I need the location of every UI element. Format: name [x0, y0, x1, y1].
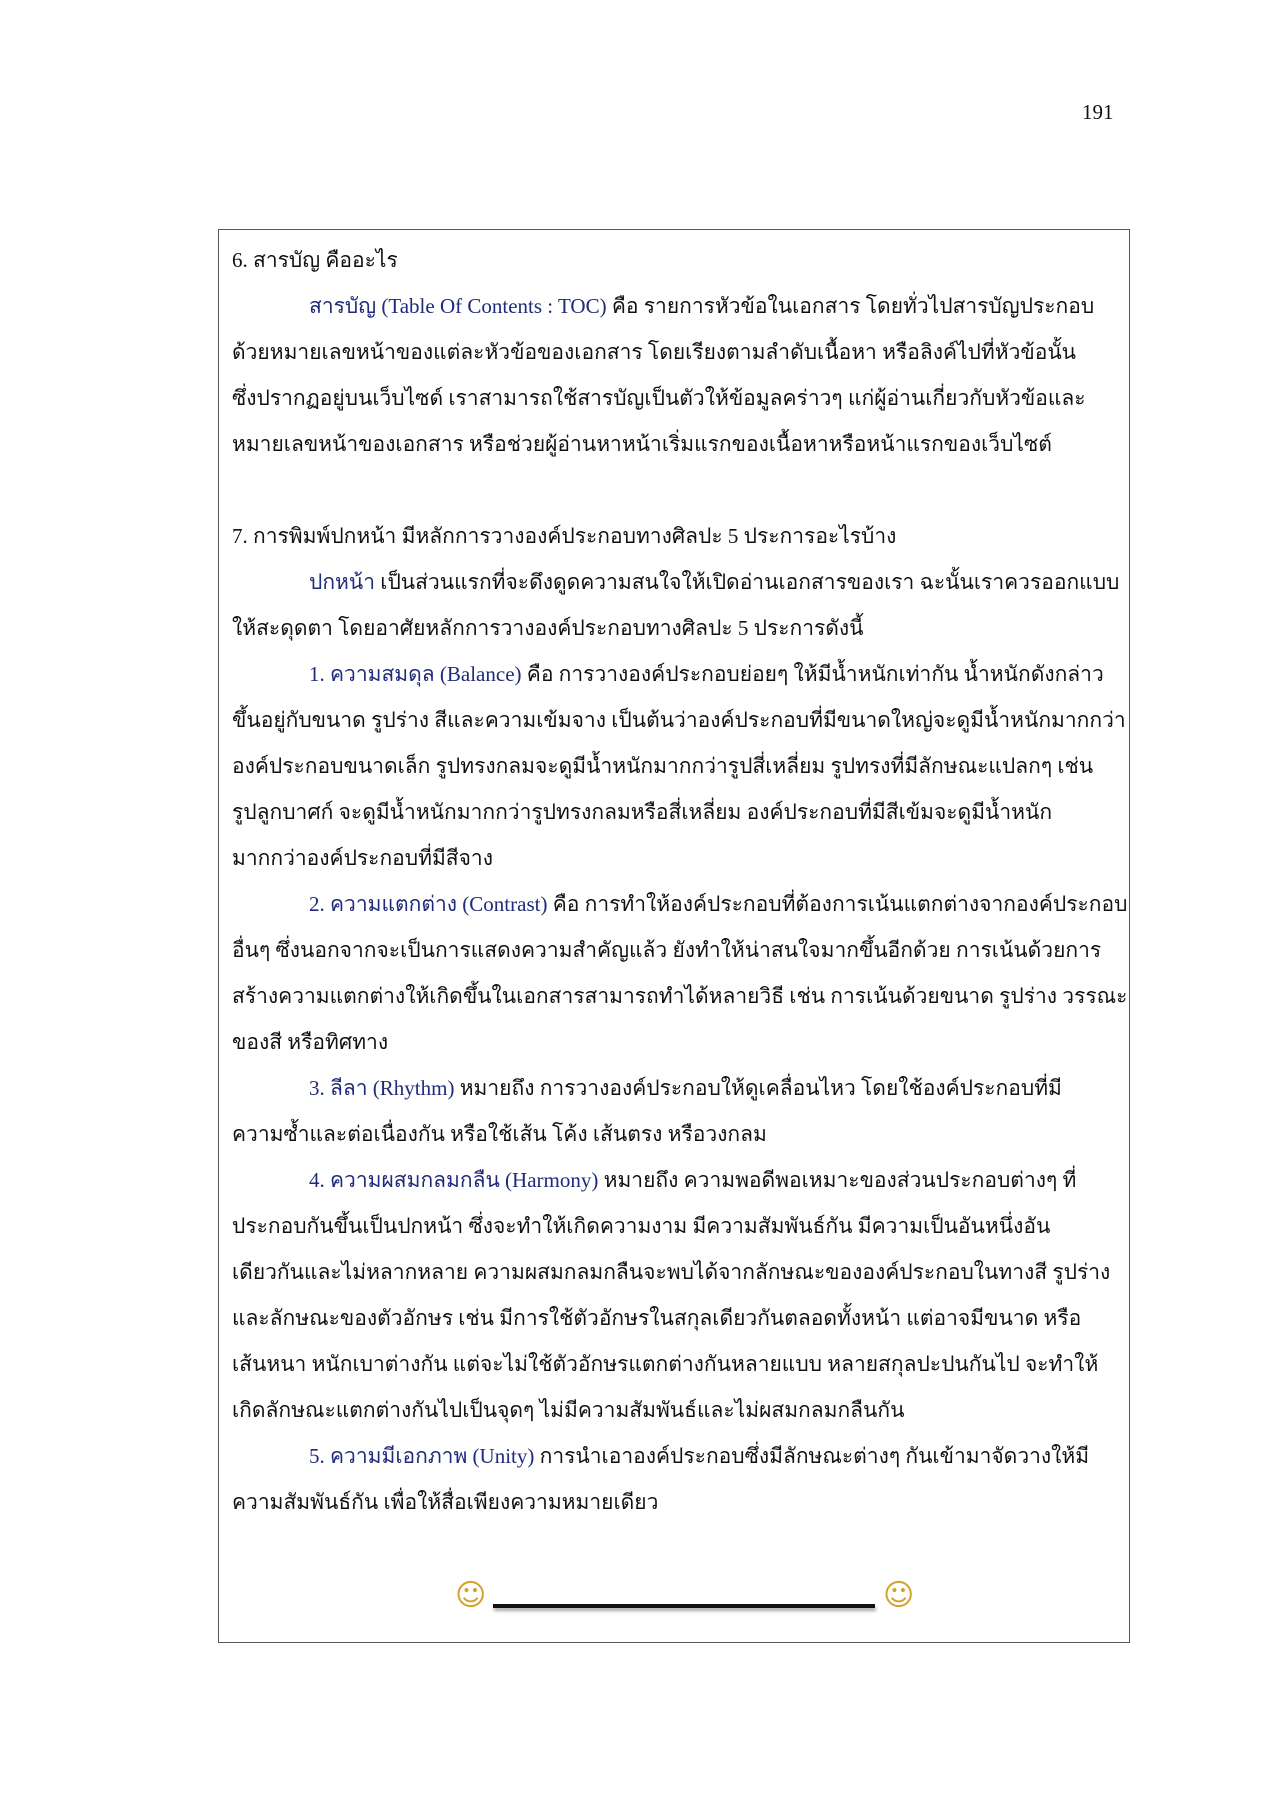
q6-heading: 6. สารบัญ คืออะไร — [232, 248, 398, 272]
q6-term: สารบัญ (Table Of Contents : TOC) — [309, 294, 607, 318]
item-1-line: องค์ประกอบขนาดเล็ก รูปทรงกลมจะดูมีน้ำหนักมากกว่ารูปสี่เหลี่ยม รูปทรงที่มีลักษณะแปลกๆ เช่น — [232, 754, 1094, 778]
item-1-line: 1. ความสมดุล (Balance) คือ การวางองค์ประกอบย่อยๆ ให้มีน้ำหนักเท่ากัน น้ำหนักดังกล่าว — [309, 662, 1104, 686]
item-1-line: มากกว่าองค์ประกอบที่มีสีจาง — [232, 846, 493, 870]
divider-rule — [493, 1604, 875, 1608]
q6-paragraph-line: หมายเลขหน้าของเอกสาร หรือช่วยผู้อ่านหาหน้าเริ่มแรกของเนื้อหาหรือหน้าแรกของเว็บไซต์ — [232, 432, 1052, 456]
item-3-line: ความซ้ำและต่อเนื่องกัน หรือใช้เส้น โค้ง เส้นตรง หรือวงกลม — [232, 1122, 767, 1146]
spacer — [232, 467, 1122, 513]
item-1-line: รูปลูกบาศก์ จะดูมีน้ำหนักมากกว่ารูปทรงกลมหรือสี่เหลี่ยม องค์ประกอบที่มีสีเข้มจะดูมีน้ำหนัก — [232, 800, 1053, 824]
item-3-line: 3. ลีลา (Rhythm) หมายถึง การวางองค์ประกอบให้ดูเคลื่อนไหว โดยใช้องค์ประกอบที่มี — [309, 1076, 1062, 1100]
item-1-line: ขึ้นอยู่กับขนาด รูปร่าง สีและความเข้มจาง เป็นต้นว่าองค์ประกอบที่มีขนาดใหญ่จะดูมีน้ำหนักมากกว่า — [232, 708, 1126, 732]
item-4-line: และลักษณะของตัวอักษร เช่น มีการใช้ตัวอักษรในสกุลเดียวกันตลอดทั้งหน้า แต่อาจมีขนาด หรือ — [232, 1306, 1082, 1330]
item-4-line: 4. ความผสมกลมกลืน (Harmony) หมายถึง ความพอดีพอเหมาะของส่วนประกอบต่างๆ ที่ — [309, 1168, 1077, 1192]
page-number: 191 — [1082, 100, 1114, 124]
item-4-term: 4. ความผสมกลมกลืน (Harmony) — [309, 1168, 599, 1192]
q6-paragraph-line: ด้วยหมายเลขหน้าของแต่ละหัวข้อของเอกสาร โดยเรียงตามลำดับเนื้อหา หรือลิงค์ไปที่หัวข้อนั้น — [232, 340, 1077, 364]
q7-heading: 7. การพิมพ์ปกหน้า มีหลักการวางองค์ประกอบทางศิลปะ 5 ประการอะไรบ้าง — [232, 524, 897, 548]
decorative-divider — [455, 1578, 915, 1622]
item-2-term: 2. ความแตกต่าง (Contrast) — [309, 892, 548, 916]
item-2-line: สร้างความแตกต่างให้เกิดขึ้นในเอกสารสามารถทำได้หลายวิธี เช่น การเน้นด้วยขนาด รูปร่าง วรรณะ — [232, 984, 1128, 1008]
q7-intro-term: ปกหน้า — [309, 570, 376, 594]
item-1-term: 1. ความสมดุล (Balance) — [309, 662, 522, 686]
q7-intro-line: ปกหน้า เป็นส่วนแรกที่จะดึงดูดความสนใจให้เปิดอ่านเอกสารของเรา ฉะนั้นเราควรออกแบบ — [309, 570, 1120, 594]
item-4-line: เส้นหนา หนักเบาต่างกัน แต่จะไม่ใช้ตัวอักษรแตกต่างกันหลายแบบ หลายสกุลปะปนกันไป จะทำให้ — [232, 1352, 1099, 1376]
item-4-line: ประกอบกันขึ้นเป็นปกหน้า ซึ่งจะทำให้เกิดความงาม มีความสัมพันธ์กัน มีความเป็นอันหนึ่งอัน — [232, 1214, 1051, 1238]
item-2-line: ของสี หรือทิศทาง — [232, 1030, 389, 1054]
item-3-term: 3. ลีลา (Rhythm) — [309, 1076, 455, 1100]
item-4-line: เดียวกันและไม่หลากหลาย ความผสมกลมกลืนจะพบได้จากลักษณะขององค์ประกอบในทางสี รูปร่าง — [232, 1260, 1111, 1284]
item-5-term: 5. ความมีเอกภาพ (Unity) — [309, 1444, 535, 1468]
item-5-line: 5. ความมีเอกภาพ (Unity) การนำเอาองค์ประกอบซึ่งมีลักษณะต่างๆ กันเข้ามาจัดวางให้มี — [309, 1444, 1090, 1468]
smiley-icon: ☺ — [455, 1578, 487, 1613]
document-body — [232, 237, 1128, 1525]
item-4-line: เกิดลักษณะแตกต่างกันไปเป็นจุดๆ ไม่มีความสัมพันธ์และไม่ผสมกลมกลืนกัน — [232, 1398, 905, 1422]
smiley-icon: ☺ — [883, 1578, 915, 1613]
item-2-line: อื่นๆ ซึ่งนอกจากจะเป็นการแสดงความสำคัญแล้ว ยังทำให้น่าสนใจมากขึ้นอีกด้วย การเน้นด้วยการ — [232, 938, 1102, 962]
item-2-line: 2. ความแตกต่าง (Contrast) คือ การทำให้องค์ประกอบที่ต้องการเน้นแตกต่างจากองค์ประกอบ — [309, 892, 1128, 916]
q6-paragraph-line: ซึ่งปรากฏอยู่บนเว็บไซด์ เราสามารถใช้สารบัญเป็นตัวให้ข้อมูลคร่าวๆ แก่ผู้อ่านเกี่ยวกับหัวข้อและ — [232, 386, 1086, 410]
q6-paragraph-line: สารบัญ (Table Of Contents : TOC) คือ รายการหัวข้อในเอกสาร โดยทั่วไปสารบัญประกอบ — [309, 294, 1095, 318]
item-5-line: ความสัมพันธ์กัน เพื่อให้สื่อเพียงความหมายเดียว — [232, 1490, 659, 1514]
q7-intro-line: ให้สะดุดตา โดยอาศัยหลักการวางองค์ประกอบทางศิลปะ 5 ประการดังนี้ — [232, 616, 864, 640]
